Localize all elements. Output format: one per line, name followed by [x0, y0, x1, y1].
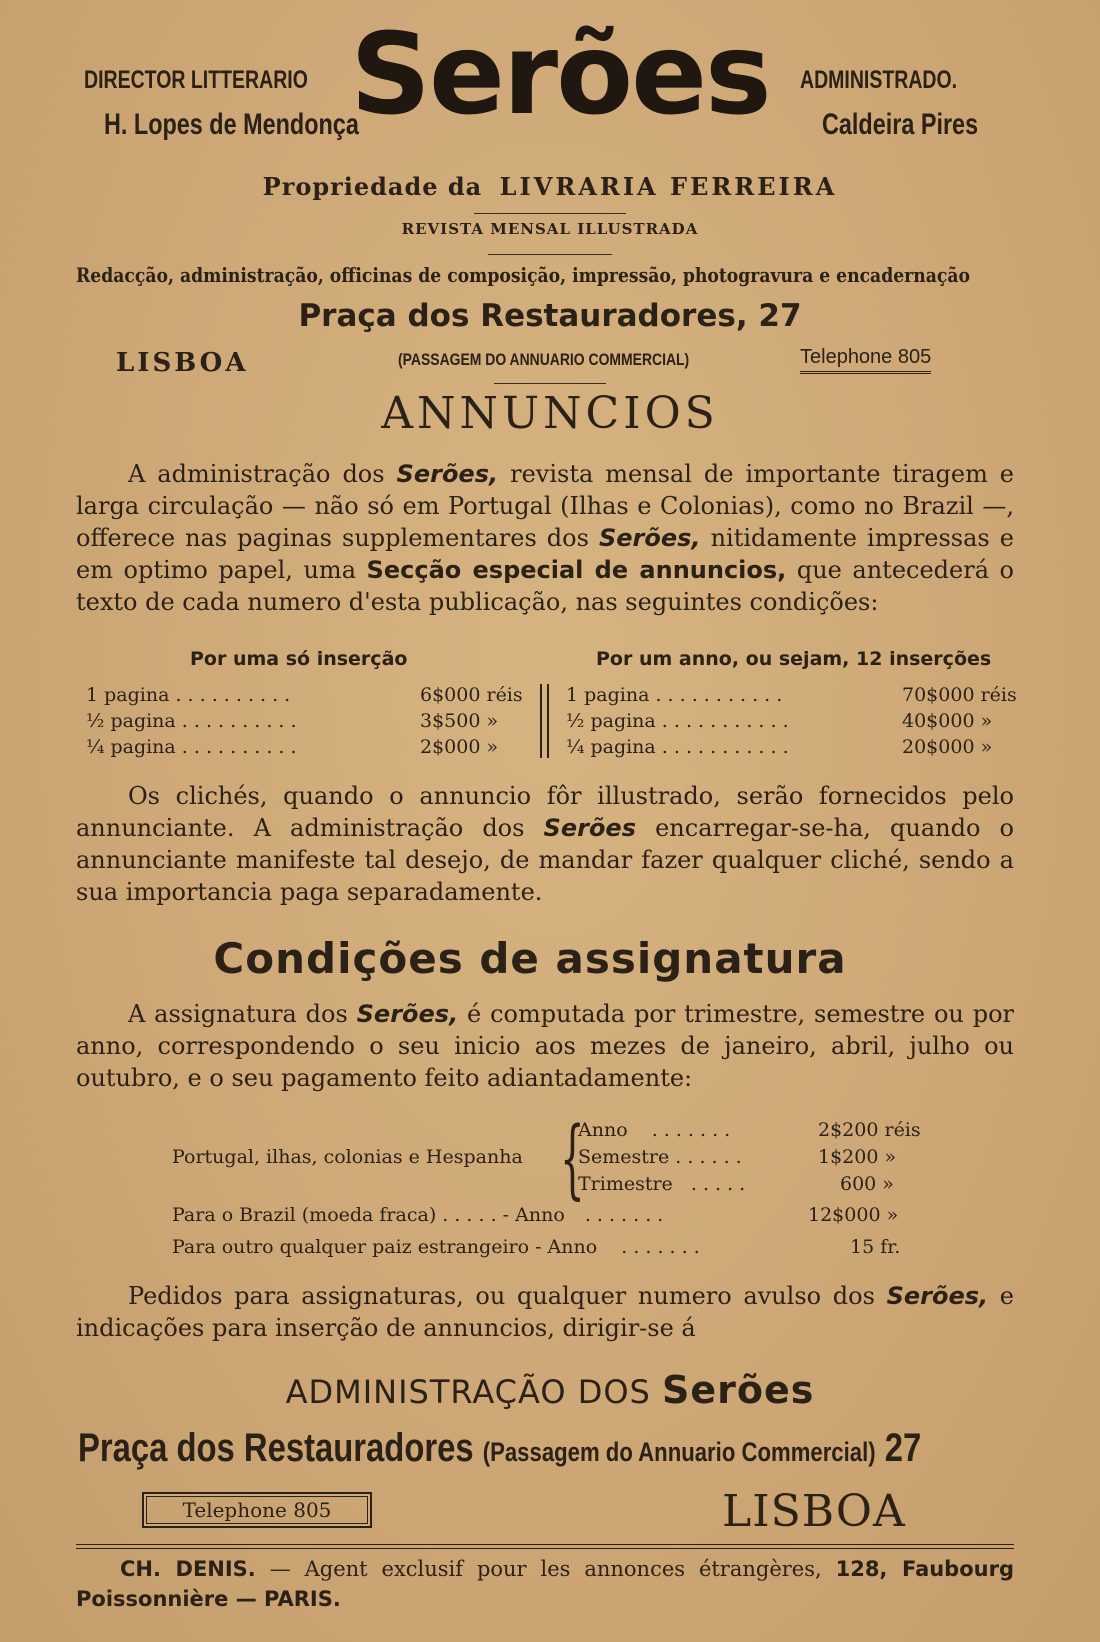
- brazil-row: Para o Brazil (moeda fraca) . . . . . - Anno . . . . . . .: [172, 1204, 664, 1226]
- subscription-heading: Condições de assignatura: [213, 934, 847, 983]
- price-cell: 40$000 »: [902, 710, 993, 732]
- table-row: ¼ pagina . . . . . . . . . .: [86, 736, 297, 758]
- foreign-row: Para outro qualquer paiz estrangeiro - Anno . . . . . . .: [172, 1236, 700, 1258]
- divider: [76, 1548, 1014, 1549]
- agent-notice: CH. DENIS. — Agent exclusif pour les annonces étrangères, 128, Faubourg Poissonnière — PARIS.: [76, 1557, 1014, 1611]
- city-label: LISBOA: [116, 348, 249, 378]
- director-name: H. Lopes de Mendonça: [104, 108, 359, 141]
- cliches-paragraph: Os clichés, quando o annuncio fôr illustrado, serão fornecidos pelo annunciante. A administração dos Serões encarregar-se-ha, quando o annunciante manifeste tal desejo, de mandar fazer qualquer cliché, sendo a sua importancia paga separadamente.: [76, 782, 1014, 906]
- single-insertion-header: Por uma só inserção: [190, 648, 408, 670]
- table-row: ½ pagina . . . . . . . . . . .: [566, 710, 789, 732]
- administrator-name: Caldeira Pires: [822, 108, 979, 141]
- price-cell: 20$000 »: [902, 736, 993, 758]
- table-row: ¼ pagina . . . . . . . . . . .: [566, 736, 789, 758]
- telephone-label: Telephone 805: [800, 346, 931, 374]
- table-row: 1 pagina . . . . . . . . . . .: [566, 684, 783, 706]
- passage-label: (PASSAGEM DO ANNUARIO COMMERCIAL): [398, 350, 690, 369]
- table-divider: [540, 684, 549, 758]
- orders-paragraph: Pedidos para assignaturas, ou qualquer numero avulso dos Serões, e indicações para inserção de annuncios, dirigir-se á: [76, 1282, 1014, 1342]
- administrator-role: ADMINISTRADO.: [800, 66, 958, 94]
- price-cell: 2$000 »: [420, 736, 499, 758]
- region-label: Portugal, ilhas, colonias e Hespanha: [172, 1146, 523, 1168]
- price-cell: 15 fr.: [850, 1236, 901, 1258]
- annuncios-intro: A administração dos Serões, revista mensal de importante tiragem e larga circulação — não só em Portugal (Ilhas e Colonias), como no Brazil —, offerece nas paginas supplementares dos Serões, nitidamente impressas e em optimo papel, uma Secção especial de annuncios, que antecederá o texto de cada numero d'esta publicação, nas seguintes condições:: [76, 460, 1015, 616]
- services-line: Redacção, administração, officinas de composição, impressão, photogravura e encadernação: [76, 263, 970, 287]
- subtitle: REVISTA MENSAL ILLUSTRADA: [401, 220, 699, 238]
- price-cell: 600 »: [840, 1173, 894, 1195]
- admin-line: [0, 1368, 1100, 1412]
- annual-insertion-header: Por um anno, ou sejam, 12 inserções: [596, 648, 992, 670]
- period-row: Anno . . . . . . .: [578, 1119, 731, 1141]
- divider: [488, 254, 612, 255]
- price-cell: 2$200 réis: [818, 1119, 921, 1141]
- period-row: Semestre . . . . . .: [578, 1146, 742, 1168]
- subscription-intro: A assignatura dos Serões, é computada por trimestre, semestre ou por anno, correspondendo o seu inicio aos mezes de janeiro, abril, julho ou outubro, e o seu pagamento feito adiantadamente:: [76, 1000, 1015, 1092]
- price-cell: 3$500 »: [420, 710, 499, 732]
- period-row: Trimestre . . . . .: [578, 1173, 746, 1195]
- director-role: DIRECTOR LITTERARIO: [84, 66, 308, 94]
- divider: [494, 383, 606, 384]
- ownership-owner: LIVRARIA FERREIRA: [499, 172, 838, 201]
- table-row: 1 pagina . . . . . . . . . .: [86, 684, 291, 706]
- ownership-prefix: Propriedade da: [262, 172, 483, 201]
- price-cell: 6$000 réis: [420, 684, 523, 706]
- footer-address: Praça dos Restauradores (Passagem do Annuario Commercial) 27: [78, 1426, 922, 1470]
- address-headline: Praça dos Restauradores, 27: [298, 298, 802, 334]
- admin-title: Serões: [662, 1368, 815, 1412]
- divider: [474, 213, 626, 214]
- footer-city: LISBOA: [722, 1486, 906, 1537]
- brace: {: [560, 1109, 585, 1209]
- ownership-line: [0, 172, 1100, 201]
- table-row: ½ pagina . . . . . . . . . .: [86, 710, 297, 732]
- price-cell: 70$000 réis: [902, 684, 1017, 706]
- footer-telephone: Telephone 805: [142, 1492, 372, 1528]
- price-cell: 1$200 »: [818, 1146, 897, 1168]
- price-cell: 12$000 »: [808, 1204, 899, 1226]
- divider: [76, 1544, 1014, 1545]
- admin-prefix: ADMINISTRAÇÃO DOS: [285, 1373, 651, 1411]
- magazine-title: Serões: [350, 10, 770, 140]
- annuncios-heading: ANNUNCIOS: [381, 388, 719, 439]
